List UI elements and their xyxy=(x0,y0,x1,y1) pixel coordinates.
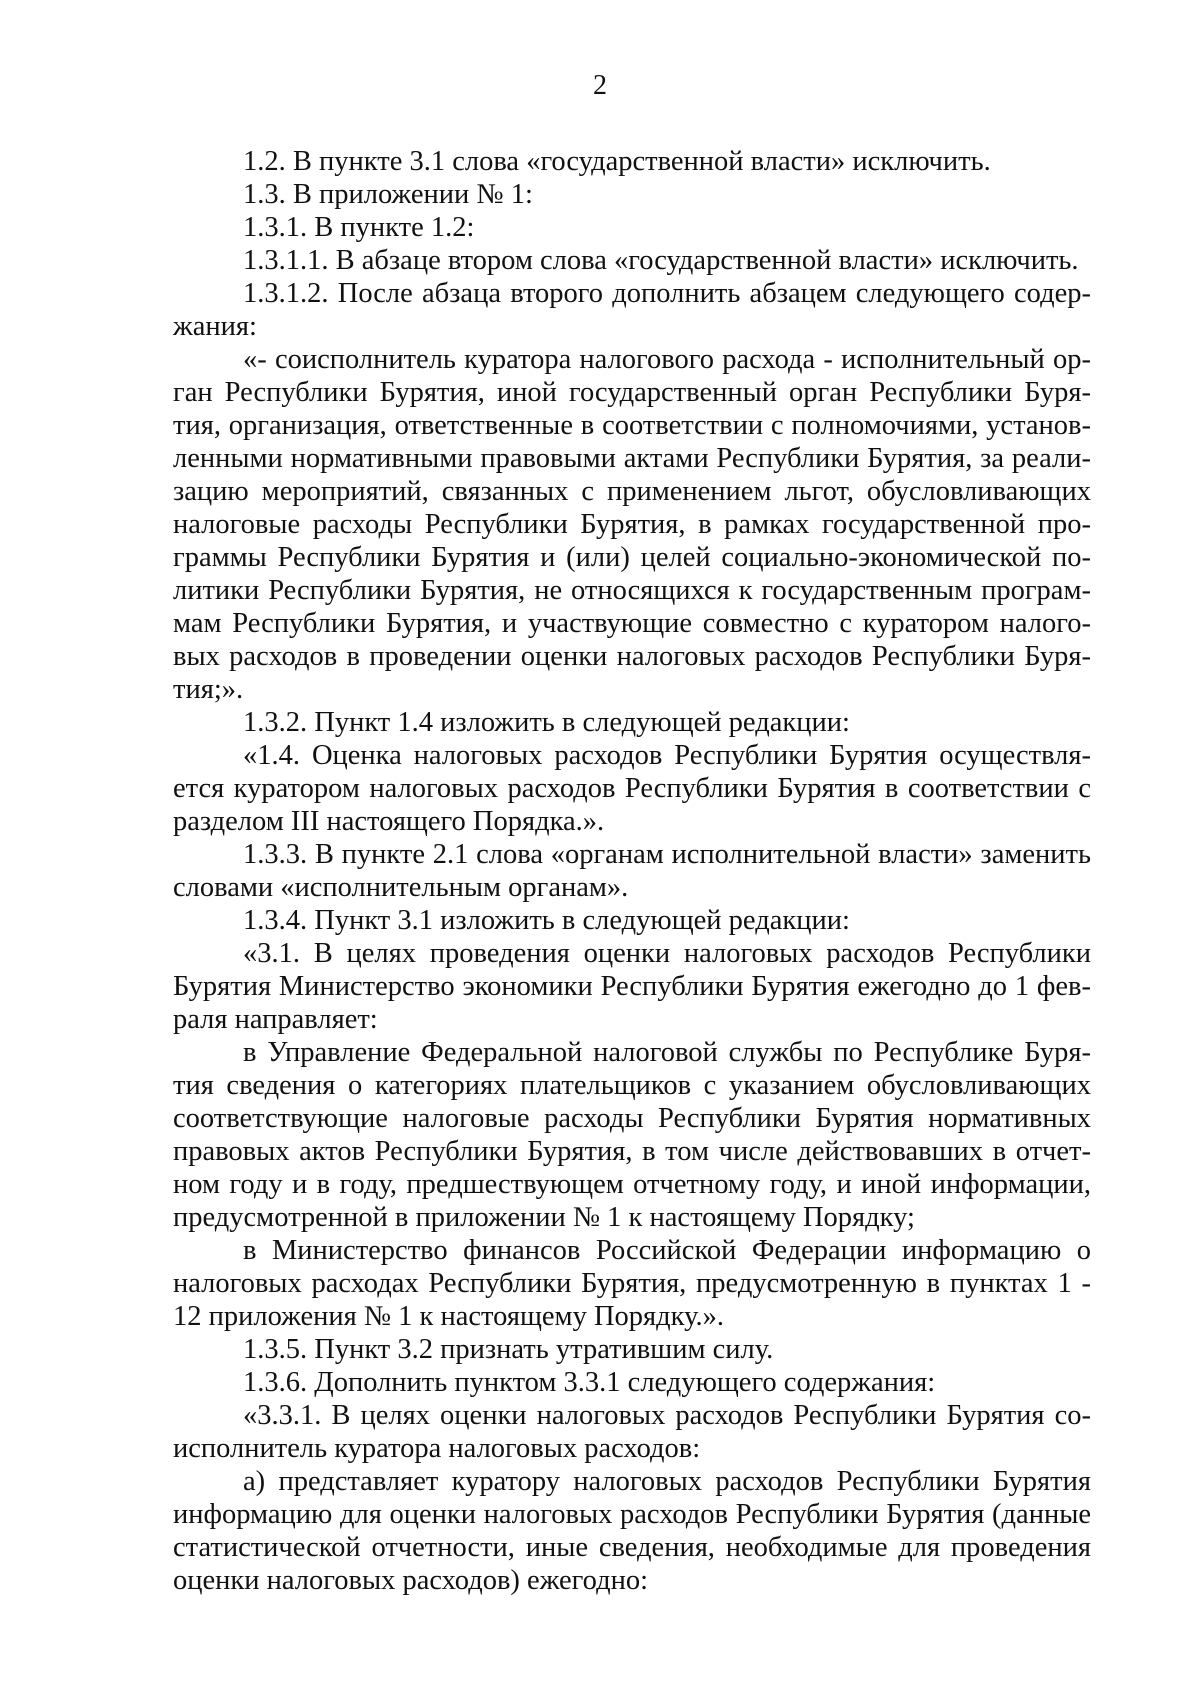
paragraph-1-2: 1.2. В пункте 3.1 слова «государственной власти» исключить. xyxy=(243,146,991,177)
page-number: 2 xyxy=(593,70,607,101)
paragraph-1-3-1: 1.3.1. В пункте 1.2: xyxy=(243,212,475,243)
paragraph-co-executor-definition: «- соисполнитель куратора налогового расхода - исполнительный орган Республики Бурятия, иной государственный орган Республики Бурятия, организация, ответственные в соответствии с полномочиями, установленными нормативными правовыми актами Республики Бурятия, за реализацию мероприятий, связанных с применением льгот, обусловливающих налоговые расходы Республики Бурятия, в рамках государственной программы Республики Бурятия и (или) целей социально-экономической политики Республики Бурятия, не относящихся к государственным программам Республики Бурятия, и участвующие совместно с куратором налоговых расходов в проведении оценки налоговых расходов Республики Бурятия;». xyxy=(173,344,1091,705)
paragraph-1-4-text: «1.4. Оценка налоговых расходов Республики Бурятия осуществляется куратором налоговых расходов Республики Бурятия в соответствии с разделом III настоящего Порядка.». xyxy=(173,740,1091,837)
paragraph-item-a: а) представляет куратору налоговых расходов Республики Бурятия информацию для оценки налоговых расходов Республики Бурятия (данные статистической отчетности, иные сведения, необходимые для проведения оценки налоговых расходов) ежегодно: xyxy=(173,1466,1091,1596)
paragraph-1-3-3: 1.3.3. В пункте 2.1 слова «органам исполнительной власти» заменить словами «исполнительным органам». xyxy=(173,839,1091,903)
paragraph-fns-directive: в Управление Федеральной налоговой службы по Республике Бурятия сведения о категориях плательщиков с указанием обусловливающих соответствующие налоговые расходы Республики Бурятия нормативных правовых актов Республики Бурятия, в том числе действовавших в отчетном году и в году, предшествующем отчетному году, и иной информации, предусмотренной в приложении № 1 к настоящему Порядку; xyxy=(173,1037,1091,1233)
paragraph-1-3-1-2: 1.3.1.2. После абзаца второго дополнить абзацем следующего содержания: xyxy=(173,278,1091,342)
paragraph-1-3-6: 1.3.6. Дополнить пунктом 3.3.1 следующего содержания: xyxy=(243,1367,936,1398)
paragraph-3-1-text: «3.1. В целях проведения оценки налоговых расходов Республики Бурятия Министерство экономики Республики Бурятия ежегодно до 1 февраля направляет: xyxy=(173,938,1091,1035)
paragraph-3-3-1-text: «3.3.1. В целях оценки налоговых расходов Республики Бурятия соисполнитель куратора налоговых расходов: xyxy=(173,1400,1091,1464)
paragraph-minfin-directive: в Министерство финансов Российской Федерации информацию о налоговых расходах Республики Бурятия, предусмотренную в пунктах 1 - 12 приложения № 1 к настоящему Порядку.». xyxy=(173,1235,1091,1332)
paragraph-1-3-4: 1.3.4. Пункт 3.1 изложить в следующей редакции: xyxy=(243,905,850,936)
paragraph-1-3-2: 1.3.2. Пункт 1.4 изложить в следующей редакции: xyxy=(243,707,850,738)
paragraph-1-3: 1.3. В приложении № 1: xyxy=(243,179,533,210)
paragraph-1-3-1-1: 1.3.1.1. В абзаце втором слова «государственной власти» исключить. xyxy=(243,245,1079,276)
paragraph-1-3-5: 1.3.5. Пункт 3.2 признать утратившим силу. xyxy=(243,1334,774,1365)
document-body xyxy=(173,145,1091,1597)
